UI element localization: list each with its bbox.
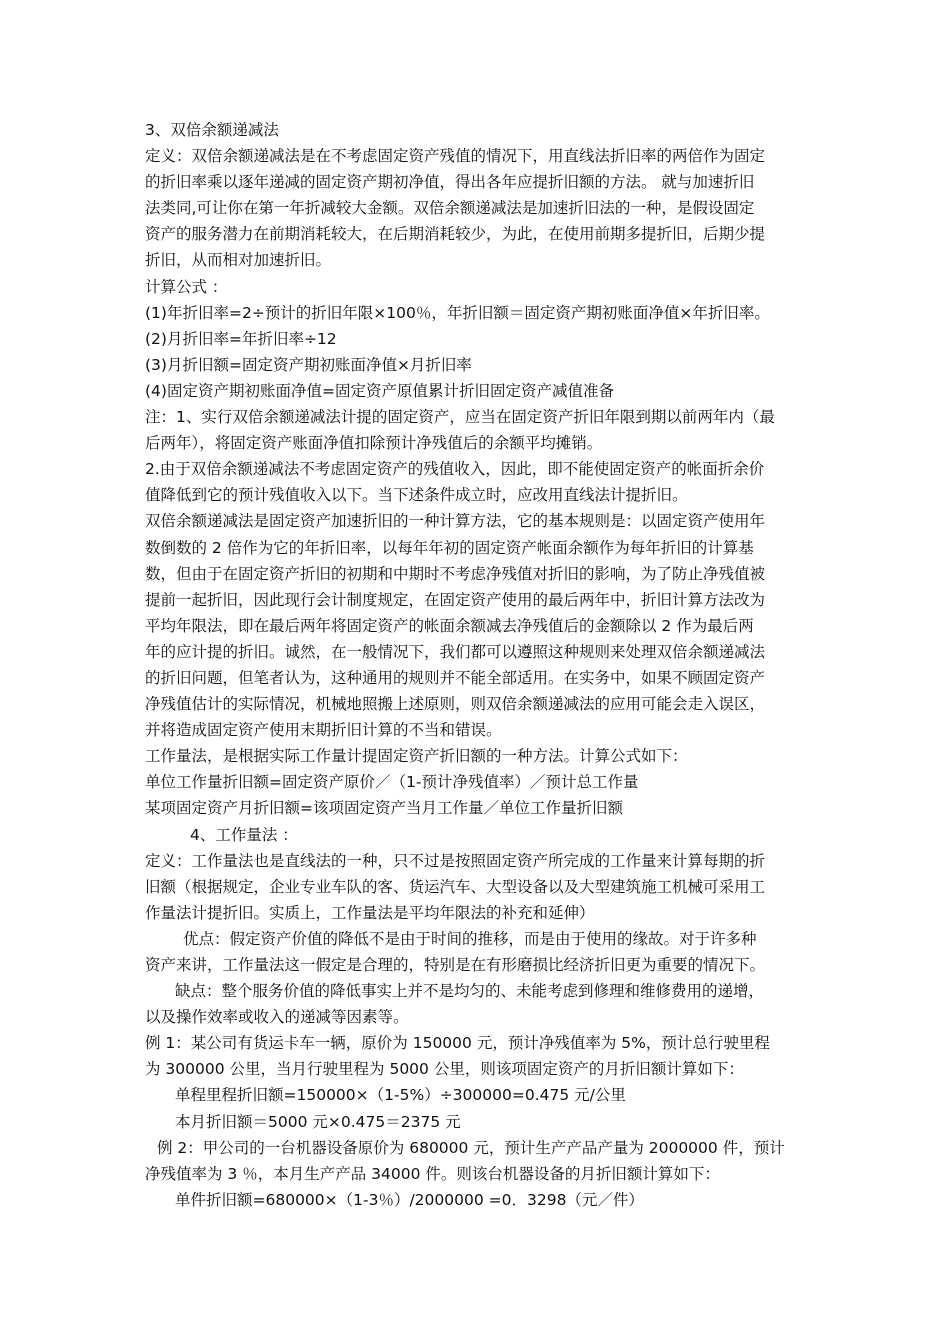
paragraph-line: 资产来讲，工作量法这一假定是合理的，特别是在有形磨损比经济折旧更为重要的情况下。 xyxy=(145,956,766,974)
example-line: 例 1：某公司有货运卡车一辆，原价为 150000 元，预计净残值率为 5%，预计总行驶里程 xyxy=(145,1034,770,1053)
paragraph-line: 的折旧问题，但笔者认为，这种通用的规则并不能全部适用。在实务中，如果不顾固定资产 xyxy=(145,668,766,687)
paragraph-line: 定义：工作量法也是直线法的一种，只不过是按照固定资产所完成的工作量来计算每期的折 xyxy=(145,851,766,870)
paragraph-line: 工作量法，是根据实际工作量计提固定资产折旧额的一种方法。计算公式如下： xyxy=(145,747,688,766)
paragraph-line: 双倍余额递减法是固定资产加速折旧的一种计算方法，它的基本规则是：以固定资产使用年 xyxy=(145,512,766,531)
paragraph-line: 旧额（根据规定，企业专业车队的客、货运汽车、大型设备以及大型建筑施工机械可采用工 xyxy=(145,877,766,896)
formula-line: (4)固定资产期初账面净值=固定资产原值累计折旧固定资产减值准备 xyxy=(145,381,614,400)
disadvantages-line: 缺点：整个服务价值的降低事实上并不是均匀的、未能考虑到修理和维修费用的递增， xyxy=(175,982,765,1001)
paragraph-line: 以及操作效率或收入的递减等因素等。 xyxy=(145,1008,409,1027)
formula-line: 某项固定资产月折旧额=该项固定资产当月工作量／单位工作量折旧额 xyxy=(145,799,623,818)
paragraph-line: 并将造成固定资产使用末期折旧计算的不当和错误。 xyxy=(145,721,502,740)
formula-line: (2)月折旧率=年折旧率÷12 xyxy=(145,329,337,348)
formula-line: (1)年折旧率=2÷预计的折旧年限×100％，年折旧额＝固定资产期初账面净值×年折旧率。 xyxy=(145,303,770,322)
paragraph-line: 数，但由于在固定资产折旧的初期和中期时不考虑净残值对折旧的影响，为了防止净残值被 xyxy=(145,564,766,583)
example-line: 例 2：甲公司的一台机器设备原价为 680000 元，预计生产产品产量为 2000000 件，预计 xyxy=(157,1138,785,1157)
example-line: 为 300000 公里，当月行驶里程为 5000 公里，则该项固定资产的月折旧额计算如下： xyxy=(145,1060,744,1079)
paragraph-line: 平均年限法，即在最后两年将固定资产的帐面余额减去净残值后的金额除以 2 作为最后两 xyxy=(145,616,754,635)
section-heading-units-of-production: 4、工作量法 ： xyxy=(190,825,298,844)
calculation-line: 本月折旧额＝5000 元×0.475＝2375 元 xyxy=(175,1112,461,1131)
formula-line: 单位工作量折旧额=固定资产原价／（1-预计净残值率）／预计总工作量 xyxy=(145,773,639,792)
calculation-line: 单件折旧额=680000×（1-3％）/2000000 =0．3298（元／件） xyxy=(175,1190,644,1209)
note-line: 2.由于双倍余额递减法不考虑固定资产的残值收入，因此，即不能使固定资产的帐面折余价 xyxy=(145,460,765,479)
paragraph-line: 资产的服务潜力在前期消耗较大，在后期消耗较少，为此，在使用前期多提折旧，后期少提 xyxy=(145,225,766,244)
calculation-line: 单程里程折旧额=150000×（1-5%）÷300000=0.475 元/公里 xyxy=(175,1086,626,1105)
note-line: 后两年），将固定资产账面净值扣除预计净残值后的余额平均摊销。 xyxy=(145,434,603,453)
paragraph-line: 净残值估计的实际情况，机械地照搬上述原则，则双倍余额递减法的应用可能会走入误区， xyxy=(145,695,766,714)
formula-line: (3)月折旧额=固定资产期初账面净值×月折旧率 xyxy=(145,355,472,374)
note-line: 值降低到它的预计残值收入以下。当下述条件成立时，应改用直线法计提折旧。 xyxy=(145,486,688,505)
paragraph-line: 年的应计提的折旧。诚然，在一般情况下，我们都可以遵照这种规则来处理双倍余额递减法 xyxy=(145,642,766,661)
paragraph-line: 法类同,可让你在第一年折减较大金额。双倍余额递减法是加速折旧法的一种，是假设固定 xyxy=(145,199,755,218)
formula-heading: 计算公式 ： xyxy=(145,277,228,296)
paragraph-line: 作量法计提折旧。实质上，工作量法是平均年限法的补充和延伸） xyxy=(145,903,595,922)
paragraph-line: 的折旧率乘以逐年递减的固定资产期初净值，得出各年应提折旧额的方法。 就与加速折旧 xyxy=(145,173,755,192)
paragraph-line: 提前一起折旧，因此现行会计制度规定，在固定资产使用的最后两年中，折旧计算方法改为 xyxy=(145,590,766,609)
section-heading-double-declining: 3、双倍余额递减法 xyxy=(145,121,279,139)
note-line: 注：1、实行双倍余额递减法计提的固定资产，应当在固定资产折旧年限到期以前两年内（最 xyxy=(145,408,775,427)
paragraph-line: 定义：双倍余额递减法是在不考虑固定资产残值的情况下，用直线法折旧率的两倍作为固定 xyxy=(145,147,766,166)
paragraph-line: 折旧，从而相对加速折旧。 xyxy=(145,251,332,270)
document-page xyxy=(145,117,815,1213)
advantages-line: 优点：假定资产价值的降低不是由于时间的推移，而是由于使用的缘故。对于许多种 xyxy=(183,929,757,948)
paragraph-line: 数倒数的 2 倍作为它的年折旧率，以每年年初的固定资产帐面余额作为每年折旧的计算基 xyxy=(145,538,754,557)
example-line: 净残值率为 3 ％，本月生产产品 34000 件。则该台机器设备的月折旧额计算如下： xyxy=(145,1164,720,1183)
